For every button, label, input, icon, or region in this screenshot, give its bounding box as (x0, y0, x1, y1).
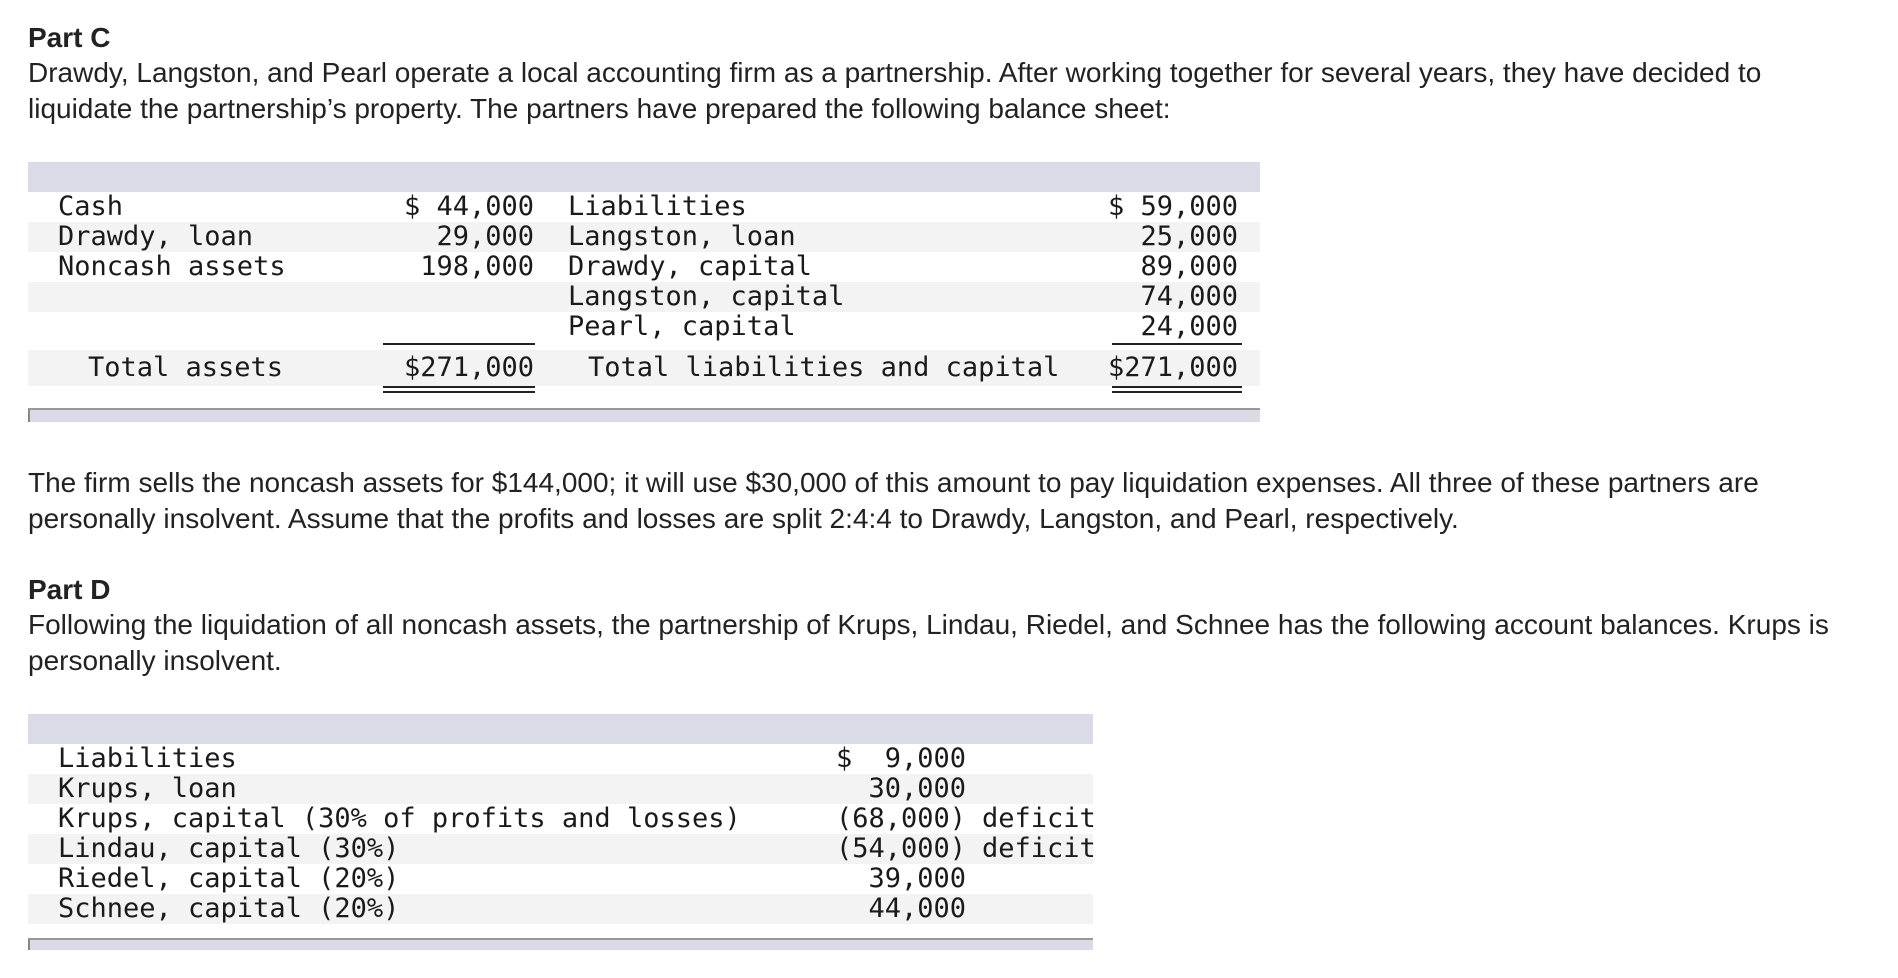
lc-label: Langston, capital (568, 281, 845, 312)
lc-subtotal-rule (1112, 343, 1242, 345)
deficit-note: deficit (982, 833, 1096, 864)
table-header-band (28, 162, 1260, 192)
accounts-table (28, 714, 1096, 950)
lc-label: Drawdy, capital (568, 251, 812, 282)
total-assets-value: $271,000 (403, 352, 534, 383)
account-value: (68,000) (835, 803, 966, 834)
asset-value: 198,000 (420, 251, 534, 282)
part-c-after: The firm sells the noncash assets for $144,000; it will use $30,000 of this amount to pay liquidation expenses. All three of these partners are personally insolvent. Assume that the profits and losses are split 2:4:4 to Drawdy, Langston, and Pearl, respectively. (28, 467, 1759, 534)
table-row (28, 252, 1260, 282)
asset-value: 29,000 (436, 221, 534, 252)
account-label: Lindau, capital (30%) (58, 833, 400, 864)
table-row (28, 803, 1096, 834)
account-value: 30,000 (868, 773, 966, 804)
total-lc-label: Total liabilities and capital (588, 352, 1060, 383)
table-row (28, 312, 1260, 342)
lc-value: 89,000 (1140, 251, 1238, 282)
table-row (28, 864, 1093, 894)
lc-value: 25,000 (1140, 221, 1238, 252)
total-lc-value: $271,000 (1107, 352, 1238, 383)
account-label: Krups, loan (58, 773, 237, 804)
deficit-note: deficit (982, 803, 1096, 834)
account-value: (54,000) (835, 833, 966, 864)
asset-label: Drawdy, loan (58, 221, 254, 252)
account-value: $ 9,000 (835, 743, 966, 774)
lc-value: 24,000 (1140, 311, 1238, 342)
lc-label: Liabilities (568, 191, 747, 222)
table-header-band (28, 714, 1093, 744)
lc-label: Pearl, capital (568, 311, 796, 342)
table-row (28, 744, 1093, 774)
lc-value: 74,000 (1140, 281, 1238, 312)
table-footer-band (28, 408, 1260, 422)
asset-value: $ 44,000 (403, 191, 534, 222)
total-assets-label: Total assets (88, 352, 284, 383)
account-value: 44,000 (868, 893, 966, 924)
asset-label: Cash (58, 191, 124, 222)
total-row (28, 350, 1260, 386)
balance-sheet-table (28, 162, 1260, 422)
table-row (28, 222, 1260, 252)
table-footer-band (28, 938, 1093, 950)
table-row (28, 282, 1260, 312)
lc-label: Langston, loan (568, 221, 796, 252)
assets-total-double-rule (383, 386, 535, 393)
part-d-intro: Following the liquidation of all noncash assets, the partnership of Krups, Lindau, Riedel, and Schnee has the following account balances. Krups is personally insolvent. (28, 609, 1829, 676)
account-value: 39,000 (868, 863, 966, 894)
account-label: Krups, capital (30% of profits and losses) (58, 803, 741, 834)
asset-label: Noncash assets (58, 251, 286, 282)
part-d-heading: Part D (28, 574, 111, 605)
account-label: Liabilities (58, 743, 237, 774)
table-row (28, 894, 1093, 924)
lc-total-double-rule (1112, 386, 1242, 393)
table-row (28, 833, 1096, 864)
table-row (28, 774, 1093, 804)
table-row (28, 192, 1260, 222)
assets-subtotal-rule (383, 343, 535, 345)
part-c-intro: Drawdy, Langston, and Pearl operate a local accounting firm as a partnership. After working together for several years, they have decided to liquidate the partnership’s property. The partners have prepared the following balance sheet: (28, 57, 1762, 124)
lc-value: $ 59,000 (1107, 191, 1238, 222)
account-label: Schnee, capital (20%) (58, 893, 400, 924)
account-label: Riedel, capital (20%) (58, 863, 400, 894)
part-c-heading: Part C (28, 22, 111, 53)
